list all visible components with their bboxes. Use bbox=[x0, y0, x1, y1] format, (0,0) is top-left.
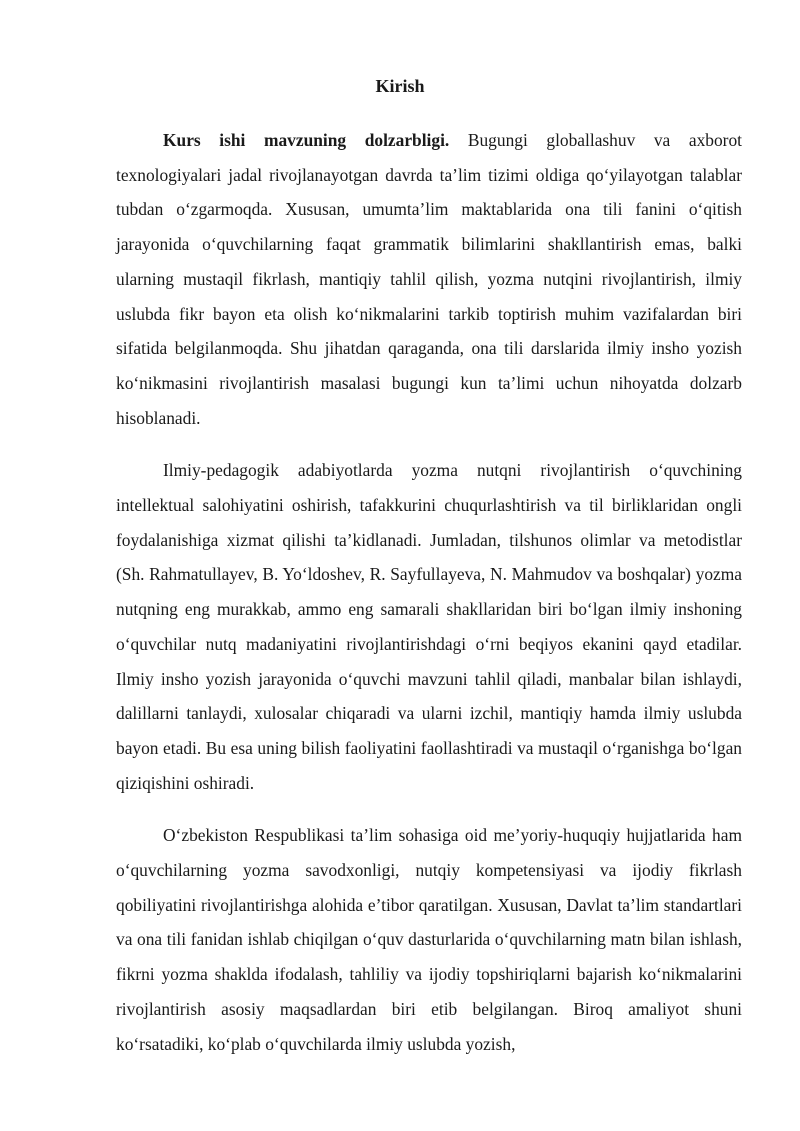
document-body bbox=[116, 123, 742, 1079]
paragraph-regulations bbox=[116, 818, 742, 1061]
paragraph-literature bbox=[116, 453, 742, 800]
page-title: Kirish bbox=[375, 76, 425, 96]
paragraph-lead: Kurs ishi mavzuning dolzarbligi. bbox=[163, 130, 450, 150]
paragraph-text: Ilmiy-pedagogik adabiyotlarda yozma nutqni rivojlantirish o‘quvchining intellektual salohiyatini oshirish, tafakkurini chuqurlashtirish va til birliklaridan ongli foydalanishiga xizmat qilishi ta’kidlanadi. Jumladan, tilshunos olimlar va metodistlar (Sh. Rahmatullayev, B. Yo‘ldoshev, R. Sayfullayeva, N. Mahmudov va boshqalar) yozma nutqning eng murakkab, ammo eng samarali shakllaridan biri bo‘lgan ilmiy inshoning o‘quvchilar nutq madaniyatini rivojlantirishdagi o‘rni beqiyos ekanini qayd etadilar. Ilmiy insho yozish jarayonida o‘quvchi mavzuni tahlil qiladi, manbalar bilan ishlaydi, dalillarni tanlaydi, xulosalar chiqaradi va ularni izchil, mantiqiy hamda ilmiy uslubda bayon etadi. Bu esa uning bilish faoliyatini faollashtiradi va mustaqil o‘rganishga bo‘lgan qiziqishini oshiradi. bbox=[116, 460, 742, 793]
paragraph-text: O‘zbekiston Respublikasi ta’lim sohasiga oid me’yoriy-huquqiy hujjatlarida ham o‘quvchilarning yozma savodxonligi, nutqiy kompetensiyasi va ijodiy fikrlash qobiliyatini rivojlantirishga alohida e’tibor qaratilgan. Xususan, Davlat ta’lim standartlari va ona tili fanidan ishlab chiqilgan o‘quv dasturlarida o‘quvchilarning matn bilan ishlash, fikrni yozma shaklda ifodalash, tahliliy va ijodiy topshiriqlarni bajarish ko‘nikmalarini rivojlantirish asosiy maqsadlardan biri etib belgilangan. Biroq amaliyot shuni ko‘rsatadiki, ko‘plab o‘quvchilarda ilmiy uslubda yozish, bbox=[116, 825, 742, 1054]
paragraph-text: Bugungi globallashuv va axborot texnologiyalari jadal rivojlanayotgan davrda ta’lim tizimi oldiga qo‘yilayotgan talablar tubdan o‘zgarmoqda. Xususan, umumta’lim maktablarida ona tili fanini o‘qitish jarayonida o‘quvchilarning faqat grammatik bilimlarini shakllantirish emas, balki ularning mustaqil fikrlash, mantiqiy tahlil qilish, yozma nutqini rivojlantirish, ilmiy uslubda fikr bayon eta olish ko‘nikmalarini tarkib toptirish muhim vazifalardan biri sifatida belgilanmoqda. Shu jihatdan qaraganda, ona tili darslarida ilmiy insho yozish ko‘nikmasini rivojlantirish masalasi bugungi kun ta’limi uchun nihoyatda dolzarb hisoblanadi. bbox=[116, 130, 742, 428]
paragraph-relevance bbox=[116, 123, 742, 435]
